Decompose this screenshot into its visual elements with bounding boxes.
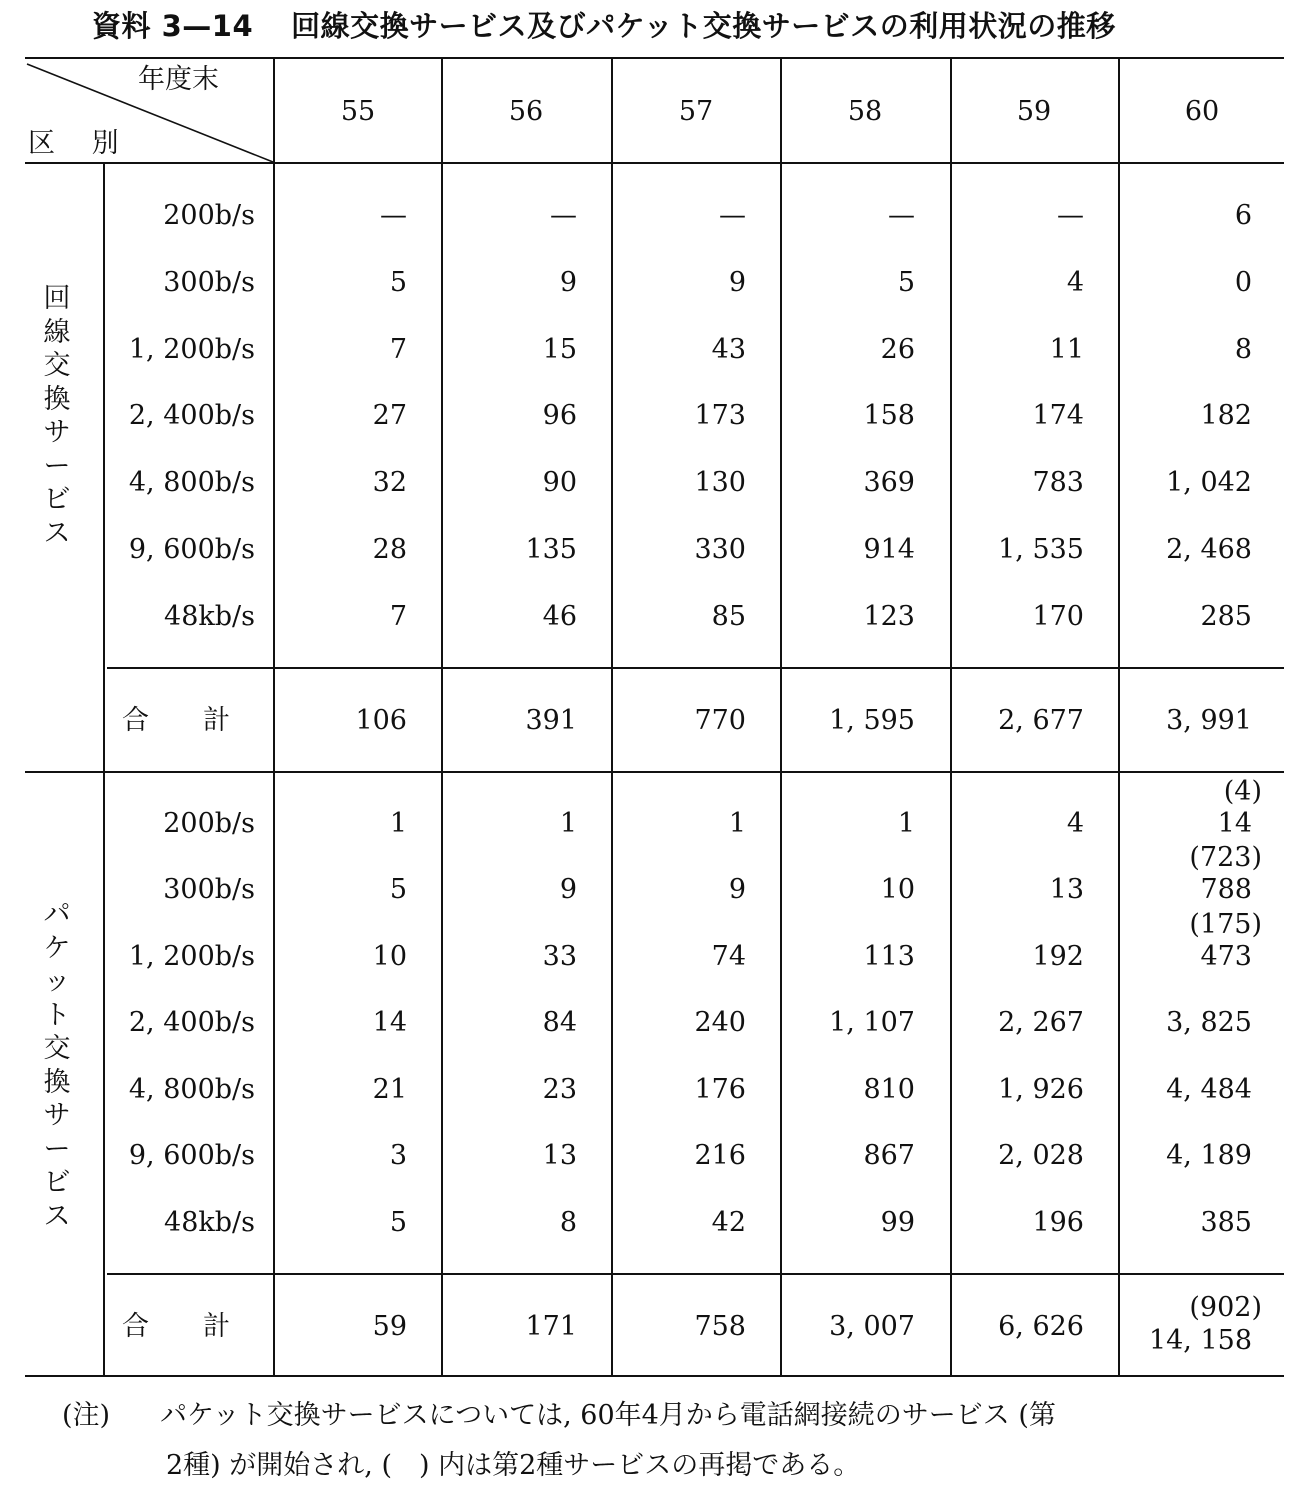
header-corner-top: 年度末 bbox=[138, 64, 219, 95]
speed-label: 9, 600b/s bbox=[128, 534, 255, 565]
data-cell: 176 bbox=[694, 1074, 746, 1105]
total-cell: 1, 595 bbox=[829, 705, 915, 736]
total-cell: 59 bbox=[372, 1311, 407, 1342]
section-divider-rule bbox=[25, 771, 1284, 773]
data-cell: 2, 468 bbox=[1166, 534, 1252, 565]
title-text: 回線交換サービス及びパケット交換サービスの利用状況の推移 bbox=[291, 9, 1116, 43]
data-cell: — bbox=[719, 200, 746, 231]
total-cell: 106 bbox=[355, 705, 407, 736]
data-cell: — bbox=[1057, 200, 1084, 231]
speed-label: 2, 400b/s bbox=[128, 1007, 255, 1038]
data-cell: 4 bbox=[1066, 808, 1084, 839]
section-2-label-char: ビ bbox=[43, 1167, 71, 1198]
data-cell: 1 bbox=[389, 808, 407, 839]
data-cell: 96 bbox=[542, 400, 577, 431]
data-cell: 783 bbox=[1032, 467, 1084, 498]
data-cell: 7 bbox=[389, 334, 407, 365]
data-cell: 285 bbox=[1200, 601, 1252, 632]
data-cell: 5 bbox=[897, 267, 915, 298]
data-cell: 23 bbox=[542, 1074, 577, 1105]
data-cell: 33 bbox=[542, 941, 577, 972]
data-cell: 130 bbox=[694, 467, 746, 498]
data-cell: 21 bbox=[372, 1074, 407, 1105]
total-cell: 6, 626 bbox=[998, 1311, 1084, 1342]
speed-label: 1, 200b/s bbox=[128, 334, 255, 365]
total-label: 合 計 bbox=[122, 705, 230, 736]
data-cell: 1 bbox=[728, 808, 746, 839]
data-cell: 1 bbox=[897, 808, 915, 839]
data-cell: — bbox=[550, 200, 577, 231]
page-title bbox=[92, 2, 1292, 50]
total-cell: 770 bbox=[694, 705, 746, 736]
speed-label: 48kb/s bbox=[164, 1207, 255, 1238]
data-cell: 4, 189 bbox=[1166, 1140, 1252, 1171]
section-2-label-char: パ bbox=[43, 899, 71, 930]
type2-reprint-value: (723) bbox=[1189, 842, 1262, 873]
data-cell: 3, 825 bbox=[1166, 1007, 1252, 1038]
speed-label: 4, 800b/s bbox=[128, 467, 255, 498]
speed-label: 1, 200b/s bbox=[128, 941, 255, 972]
data-cell: 4, 484 bbox=[1166, 1074, 1252, 1105]
data-cell: 9 bbox=[728, 874, 746, 905]
data-cell: 170 bbox=[1032, 601, 1084, 632]
data-cell: 0 bbox=[1234, 267, 1252, 298]
section-1-label-char: 線 bbox=[43, 316, 71, 348]
data-cell: 15 bbox=[542, 334, 577, 365]
type2-reprint-value: (4) bbox=[1223, 776, 1262, 807]
table-bottom-rule bbox=[25, 1375, 1284, 1377]
footnote-line-1: パケット交換サービスについては, 60年4月から電話網接続のサービス (第 bbox=[160, 1400, 1056, 1431]
data-cell: 26 bbox=[880, 334, 915, 365]
data-cell: 5 bbox=[389, 267, 407, 298]
type2-reprint-value: (175) bbox=[1189, 909, 1262, 940]
data-cell: 330 bbox=[694, 534, 746, 565]
data-cell: 1, 042 bbox=[1166, 467, 1252, 498]
total-cell: 3, 007 bbox=[829, 1311, 915, 1342]
year-header-58: 58 bbox=[847, 96, 883, 127]
data-cell: 99 bbox=[880, 1207, 915, 1238]
speed-label: 9, 600b/s bbox=[128, 1140, 255, 1171]
data-cell: 90 bbox=[542, 467, 577, 498]
type2-reprint-total: (902) bbox=[1189, 1292, 1262, 1323]
speed-label: 300b/s bbox=[163, 267, 255, 298]
data-cell: 2, 028 bbox=[998, 1140, 1084, 1171]
header-corner-bottom: 区 別 bbox=[28, 128, 133, 159]
data-cell: 9 bbox=[728, 267, 746, 298]
section-1-label-char: 交 bbox=[43, 350, 71, 381]
total-cell: 14, 158 bbox=[1148, 1325, 1252, 1356]
data-cell: 9 bbox=[559, 874, 577, 905]
data-cell: 1, 926 bbox=[998, 1074, 1084, 1105]
section2-total-rule bbox=[107, 1273, 1284, 1275]
section-2-label-char: ッ bbox=[43, 966, 71, 997]
speed-label: 48kb/s bbox=[164, 601, 255, 632]
speed-label: 4, 800b/s bbox=[128, 1074, 255, 1105]
section-1-label-char: ビ bbox=[43, 484, 71, 515]
data-cell: 74 bbox=[711, 941, 746, 972]
data-cell: 84 bbox=[542, 1007, 577, 1038]
data-cell: 32 bbox=[372, 467, 407, 498]
section-2-label-char: サ bbox=[43, 1100, 71, 1131]
data-cell: 13 bbox=[1049, 874, 1084, 905]
data-cell: 14 bbox=[372, 1007, 407, 1038]
data-cell: 28 bbox=[372, 534, 407, 565]
total-label: 合 計 bbox=[122, 1311, 230, 1342]
data-cell: 369 bbox=[863, 467, 915, 498]
data-cell: 3 bbox=[389, 1140, 407, 1171]
speed-label: 200b/s bbox=[163, 200, 255, 231]
data-cell: 914 bbox=[863, 534, 915, 565]
year-header-60: 60 bbox=[1184, 96, 1220, 127]
footnote-line-2: 2種) が開始され, ( ) 内は第2種サービスの再掲である。 bbox=[166, 1450, 861, 1481]
data-cell: 1 bbox=[559, 808, 577, 839]
data-cell: 1, 107 bbox=[829, 1007, 915, 1038]
data-cell: 192 bbox=[1032, 941, 1084, 972]
data-cell: 7 bbox=[389, 601, 407, 632]
data-cell: 2, 267 bbox=[998, 1007, 1084, 1038]
section-2-label-char: 交 bbox=[43, 1033, 71, 1064]
speed-label: 300b/s bbox=[163, 874, 255, 905]
section-1-label-char: ス bbox=[43, 517, 71, 549]
data-cell: 10 bbox=[880, 874, 915, 905]
section-1-label-char: 換 bbox=[43, 383, 71, 415]
data-cell: 216 bbox=[694, 1140, 746, 1171]
data-cell: 810 bbox=[863, 1074, 915, 1105]
data-cell: 6 bbox=[1234, 200, 1252, 231]
section-2-label-char: ケ bbox=[43, 932, 71, 964]
section-2-label-char: 換 bbox=[43, 1066, 71, 1098]
data-cell: 5 bbox=[389, 874, 407, 905]
total-cell: 391 bbox=[525, 705, 577, 736]
data-cell: 43 bbox=[711, 334, 746, 365]
data-cell: 113 bbox=[863, 941, 915, 972]
data-cell: 85 bbox=[711, 601, 746, 632]
speed-label: 2, 400b/s bbox=[128, 400, 255, 431]
section1-total-rule bbox=[107, 667, 1284, 669]
section-1-label-char: ー bbox=[43, 450, 71, 482]
total-cell: 171 bbox=[525, 1311, 577, 1342]
section-1-label-char: 回 bbox=[43, 283, 71, 314]
data-cell: 385 bbox=[1200, 1207, 1252, 1238]
year-header-56: 56 bbox=[508, 96, 544, 127]
footnote-marker: (注) bbox=[62, 1400, 111, 1431]
data-cell: 867 bbox=[863, 1140, 915, 1171]
data-cell: 196 bbox=[1032, 1207, 1084, 1238]
data-cell: 174 bbox=[1032, 400, 1084, 431]
section-2-label-char: ス bbox=[43, 1200, 71, 1232]
data-cell: 135 bbox=[525, 534, 577, 565]
data-cell: 10 bbox=[372, 941, 407, 972]
data-cell: 158 bbox=[863, 400, 915, 431]
section-2-label-char: ト bbox=[43, 999, 71, 1031]
total-cell: 3, 991 bbox=[1166, 705, 1252, 736]
data-cell: — bbox=[888, 200, 915, 231]
data-cell: 13 bbox=[542, 1140, 577, 1171]
data-cell: 173 bbox=[694, 400, 746, 431]
data-cell: 42 bbox=[711, 1207, 746, 1238]
data-cell: 1, 535 bbox=[998, 534, 1084, 565]
data-cell: 473 bbox=[1200, 941, 1252, 972]
data-cell: 8 bbox=[559, 1207, 577, 1238]
data-cell: 8 bbox=[1234, 334, 1252, 365]
total-cell: 2, 677 bbox=[998, 705, 1084, 736]
data-cell: — bbox=[380, 200, 407, 231]
data-cell: 27 bbox=[372, 400, 407, 431]
data-cell: 182 bbox=[1200, 400, 1252, 431]
data-cell: 46 bbox=[542, 601, 577, 632]
data-cell: 11 bbox=[1049, 334, 1084, 365]
total-cell: 758 bbox=[694, 1311, 746, 1342]
data-cell: 123 bbox=[863, 601, 915, 632]
speed-label: 200b/s bbox=[163, 808, 255, 839]
data-cell: 9 bbox=[559, 267, 577, 298]
data-cell: 240 bbox=[694, 1007, 746, 1038]
year-header-57: 57 bbox=[678, 96, 714, 127]
section-2-label-char: ー bbox=[43, 1133, 71, 1165]
data-cell: 5 bbox=[389, 1207, 407, 1238]
year-header-55: 55 bbox=[340, 96, 376, 127]
year-header-59: 59 bbox=[1016, 96, 1052, 127]
data-cell: 788 bbox=[1200, 874, 1252, 905]
data-cell: 4 bbox=[1066, 267, 1084, 298]
section-1-label-char: サ bbox=[43, 417, 71, 448]
data-cell: 14 bbox=[1217, 808, 1252, 839]
title-number: 資料 3—14 bbox=[92, 9, 254, 43]
